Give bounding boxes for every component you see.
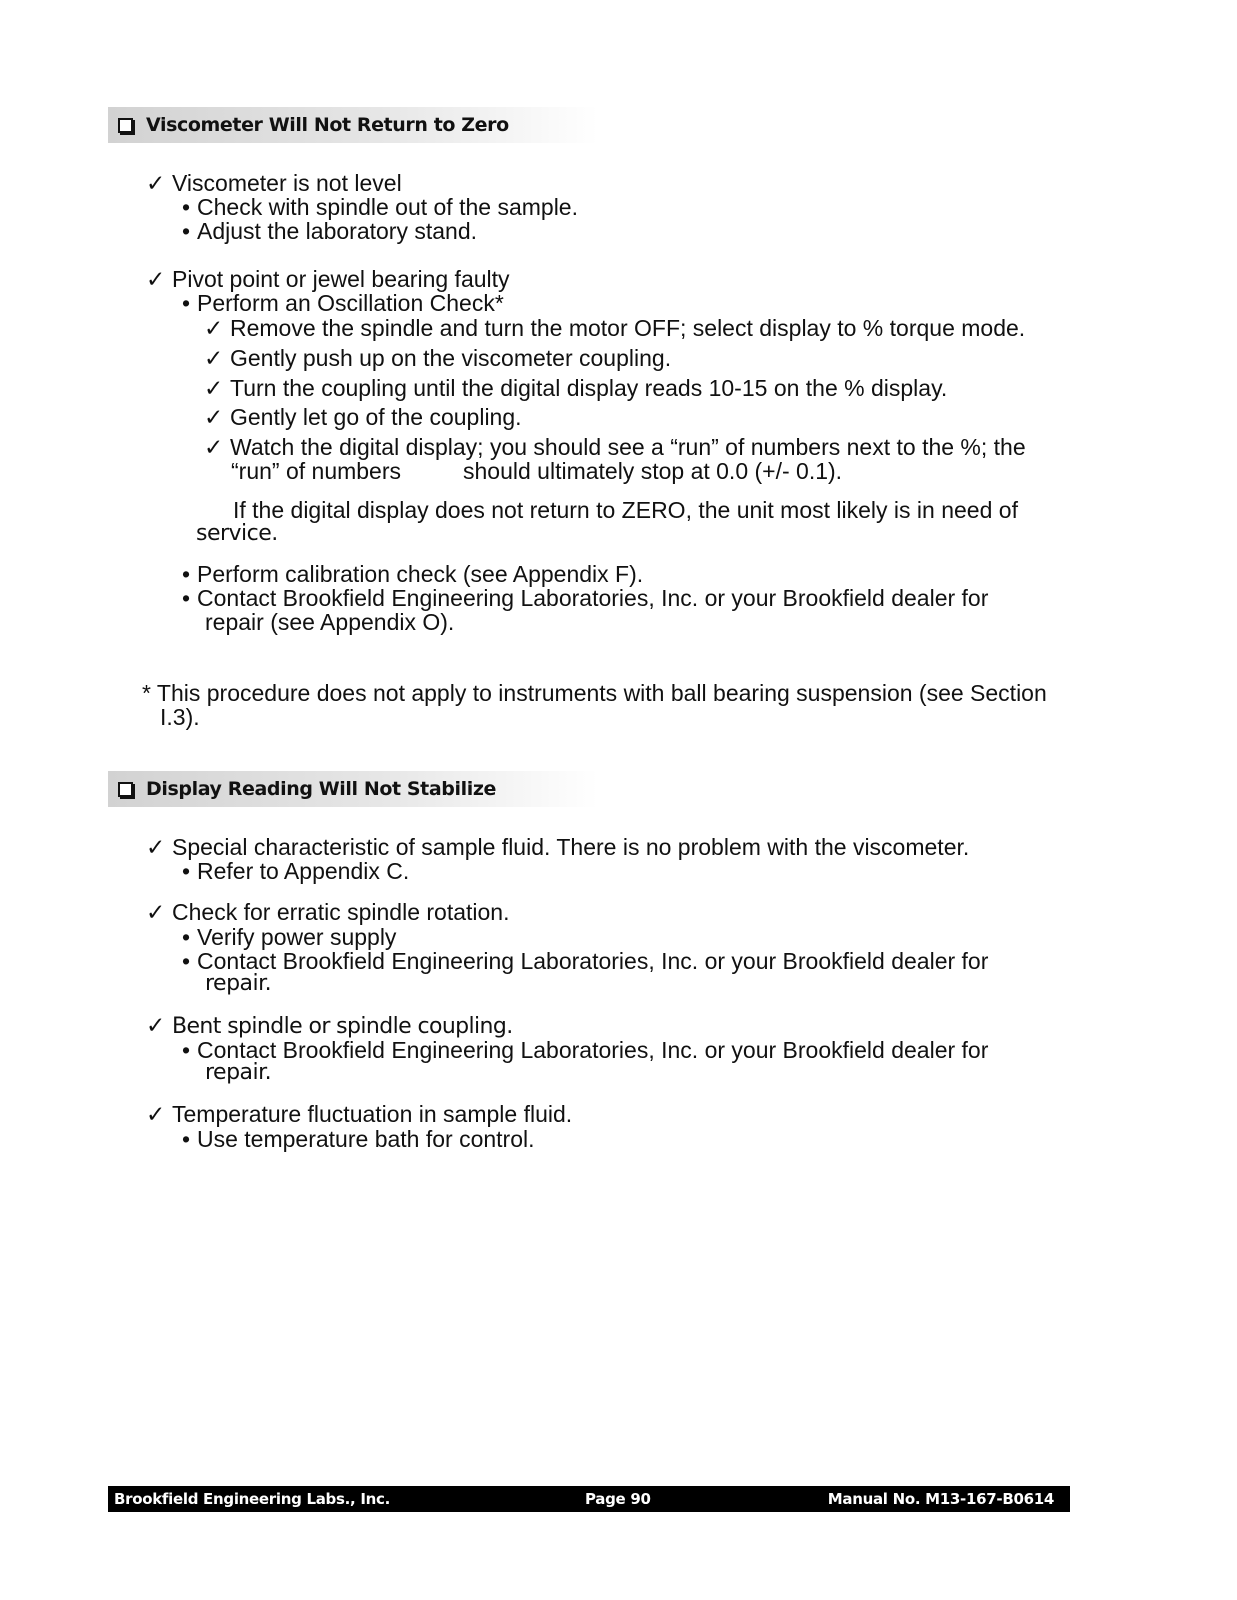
bullet-icon: • [181, 290, 191, 316]
sub-check-item: ✓ Gently let go of the coupling. [204, 404, 522, 430]
checkbox-square-icon [118, 118, 133, 133]
bullet-icon: • [181, 924, 191, 950]
sub-check-item: ✓ Remove the spindle and turn the motor OFF; select display to % torque mode. [204, 315, 1026, 341]
sub-check-continuation: “run” of numbers [231, 458, 402, 484]
bullet-continuation: repair. [205, 971, 272, 996]
check-item: ✓ Bent spindle or spindle coupling. [146, 1012, 513, 1039]
footnote-continuation: I.3). [160, 704, 200, 730]
check-icon: ✓ [204, 345, 224, 371]
bullet-continuation: repair (see Appendix O). [205, 609, 455, 635]
bullet-item: • Contact Brookfield Engineering Laboratories, Inc. or your Brookfield dealer for [175, 1037, 988, 1063]
footnote: * This procedure does not apply to instruments with ball bearing suspension (see Section [142, 680, 1047, 706]
check-icon: ✓ [146, 1012, 166, 1038]
check-item: ✓ Pivot point or jewel bearing faulty [146, 266, 510, 292]
bullet-icon: • [181, 1037, 191, 1063]
bullet-continuation: repair. [205, 1060, 272, 1085]
section-header-return-to-zero [108, 107, 598, 143]
checkbox-square-icon [118, 782, 133, 797]
bullet-item: • Contact Brookfield Engineering Laboratories, Inc. or your Brookfield dealer for [175, 948, 988, 974]
section-title: Viscometer Will Not Return to Zero [146, 114, 509, 136]
check-icon: ✓ [204, 434, 224, 460]
footer-manual-number: Manual No. M13-167-B0614 [827, 1490, 1054, 1508]
bullet-item: • Contact Brookfield Engineering Laboratories, Inc. or your Brookfield dealer for [175, 585, 988, 611]
footer-company: Brookfield Engineering Labs., Inc. [114, 1490, 390, 1508]
bullet-icon: • [181, 585, 191, 611]
sub-check-item: ✓ Watch the digital display; you should see a “run” of numbers next to the %; the [204, 434, 1026, 460]
bullet-item: • Check with spindle out of the sample. [175, 194, 578, 220]
bullet-item: • Refer to Appendix C. [175, 858, 409, 884]
bullet-item: • Verify power supply [175, 924, 396, 950]
bullet-icon: • [181, 858, 191, 884]
bullet-icon: • [181, 1126, 191, 1152]
bullet-icon: • [181, 218, 191, 244]
check-icon: ✓ [146, 834, 166, 860]
check-icon: ✓ [204, 315, 224, 341]
bullet-item: • Use temperature bath for control. [175, 1126, 535, 1152]
check-item: ✓ Viscometer is not level [146, 170, 402, 196]
section-title: Display Reading Will Not Stabilize [146, 778, 496, 800]
sub-check-continuation: should ultimately stop at 0.0 (+/- 0.1). [463, 458, 843, 484]
sub-check-item: ✓ Gently push up on the viscometer coupling. [204, 345, 672, 371]
sub-check-item: ✓ Turn the coupling until the digital display reads 10-15 on the % display. [204, 375, 948, 401]
check-item: ✓ Check for erratic spindle rotation. [146, 899, 510, 925]
check-icon: ✓ [204, 375, 224, 401]
service-note: If the digital display does not return to ZERO, the unit most likely is in need of [233, 497, 1018, 523]
section-header-not-stabilize [108, 771, 598, 807]
check-icon: ✓ [146, 266, 166, 292]
check-icon: ✓ [146, 170, 166, 196]
check-icon: ✓ [204, 404, 224, 430]
check-item: ✓ Special characteristic of sample fluid. There is no problem with the viscometer. [146, 834, 970, 860]
check-icon: ✓ [146, 1101, 166, 1127]
page-footer [108, 1486, 1070, 1512]
bullet-item: • Perform calibration check (see Appendix F). [175, 561, 643, 587]
bullet-icon: • [181, 948, 191, 974]
bullet-icon: • [181, 561, 191, 587]
service-note-continuation: service. [196, 521, 278, 546]
bullet-icon: • [181, 194, 191, 220]
footer-page-number: Page 90 [585, 1490, 651, 1508]
bullet-item: • Perform an Oscillation Check* [175, 290, 504, 316]
check-item: ✓ Temperature fluctuation in sample fluid. [146, 1101, 573, 1127]
bullet-item: • Adjust the laboratory stand. [175, 218, 477, 244]
check-icon: ✓ [146, 899, 166, 925]
